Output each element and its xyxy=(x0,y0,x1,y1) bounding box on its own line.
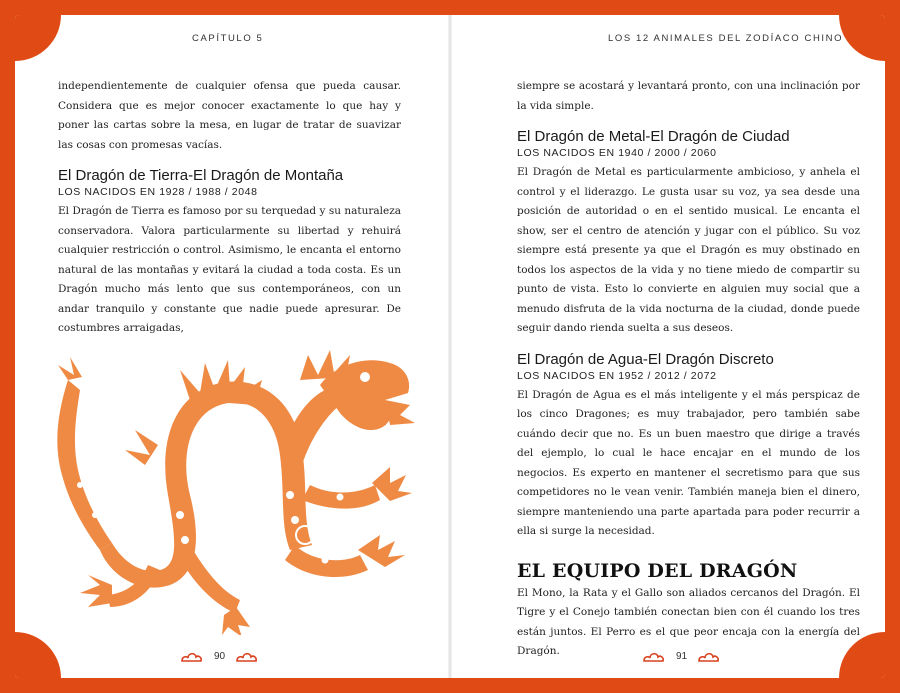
section-subheading-years: LOS NACIDOS EN 1928 / 1988 / 2048 xyxy=(58,186,258,198)
section-subheading-years: LOS NACIDOS EN 1940 / 2000 / 2060 xyxy=(517,147,717,159)
left-text-column xyxy=(58,77,401,339)
left-page xyxy=(15,15,450,678)
cloud-ornament-icon xyxy=(642,649,666,663)
section-heading-water-dragon: El Dragón de Agua-El Dragón Discreto xyxy=(517,350,774,368)
section-heading-metal-dragon: El Dragón de Metal-El Dragón de Ciudad xyxy=(517,128,790,145)
cloud-ornament-icon xyxy=(697,649,721,663)
section-paragraph: El Dragón de Metal es particularmente ambicioso, y anhela el control y el liderazgo. Le gusta usar su voz, ya sea desde una posición de autoridad o en el sentido musical. Le encanta el show, ser el centro de atención y jugar con el público. Su voz siempre está presente ya que el Dragón es muy obstinado en todos los aspectos de la vida y no tiene miedo de compartir su punto de vista. Esto lo convierte en alguien muy social que a menudo disfruta de la vida nocturna de la ciudad, donde puede seguir dando rienda suelta a sus deseos. xyxy=(517,166,860,334)
page-number: 91 xyxy=(676,650,688,662)
section-subheading-years: LOS NACIDOS EN 1952 / 2012 / 2072 xyxy=(517,369,717,382)
right-page-footer xyxy=(642,649,721,663)
intro-paragraph: siempre se acostará y levantará pronto, con una inclinación por la vida simple. xyxy=(517,80,860,112)
section-heading-earth-dragon: El Dragón de Tierra-El Dragón de Montaña xyxy=(58,167,344,184)
dragon-illustration xyxy=(40,345,440,635)
intro-paragraph: independientemente de cualquier ofensa que pueda causar. Considera que es mejor conocer exactamente lo que hay y poner las cartas sobre la mesa, en lugar de tratar de suavizar las cosas con promesas vacías. xyxy=(58,80,401,151)
page-number: 90 xyxy=(214,650,226,662)
team-paragraph: El Mono, la Rata y el Gallo son aliados cercanos del Dragón. El Tigre y el Conejo también conectan bien con él cuando los tres están juntos. El Perro es el que peor encaja con la energía del Dragón. xyxy=(517,586,860,657)
right-text-column xyxy=(517,77,860,662)
running-header-chapter: CAPÍTULO 5 xyxy=(192,33,264,44)
section-paragraph: El Dragón de Tierra es famoso por su terquedad y su naturaleza conservadora. Valora particularmente su libertad y rehuirá cualquier restricción o control. Asimismo, le encanta el entorno natural de las montañas y evitará la ciudad a toda costa. Es un Dragón mucho más lento que sus contemporáneos, con un andar tranquilo y constante que nadie puede apresurar. De costumbres arraigadas, xyxy=(58,205,401,334)
book-spread xyxy=(15,15,885,678)
right-page xyxy=(450,15,885,678)
left-page-footer xyxy=(180,649,259,663)
section-paragraph: El Dragón de Agua es el más inteligente y el más perspicaz de los cinco Dragones; es muy trabajador, pero también sabe cuándo decir que no. Es un buen maestro que dirige a través del ejemplo, lo cual le hace encajar en el mundo de los negocios. Es experto en mantener el secretismo para que sus competidores no le vean venir. También maneja bien el dinero, siempre manteniendo una parte apartada para poder recurrir a ella si surge la necesidad. xyxy=(517,388,860,537)
running-header-book: LOS 12 ANIMALES DEL ZODÍACO CHINO xyxy=(608,33,844,44)
cloud-ornament-icon xyxy=(180,649,204,663)
team-heading: EL EQUIPO DEL DRAGÓN xyxy=(517,559,798,582)
cloud-ornament-icon xyxy=(235,649,259,663)
